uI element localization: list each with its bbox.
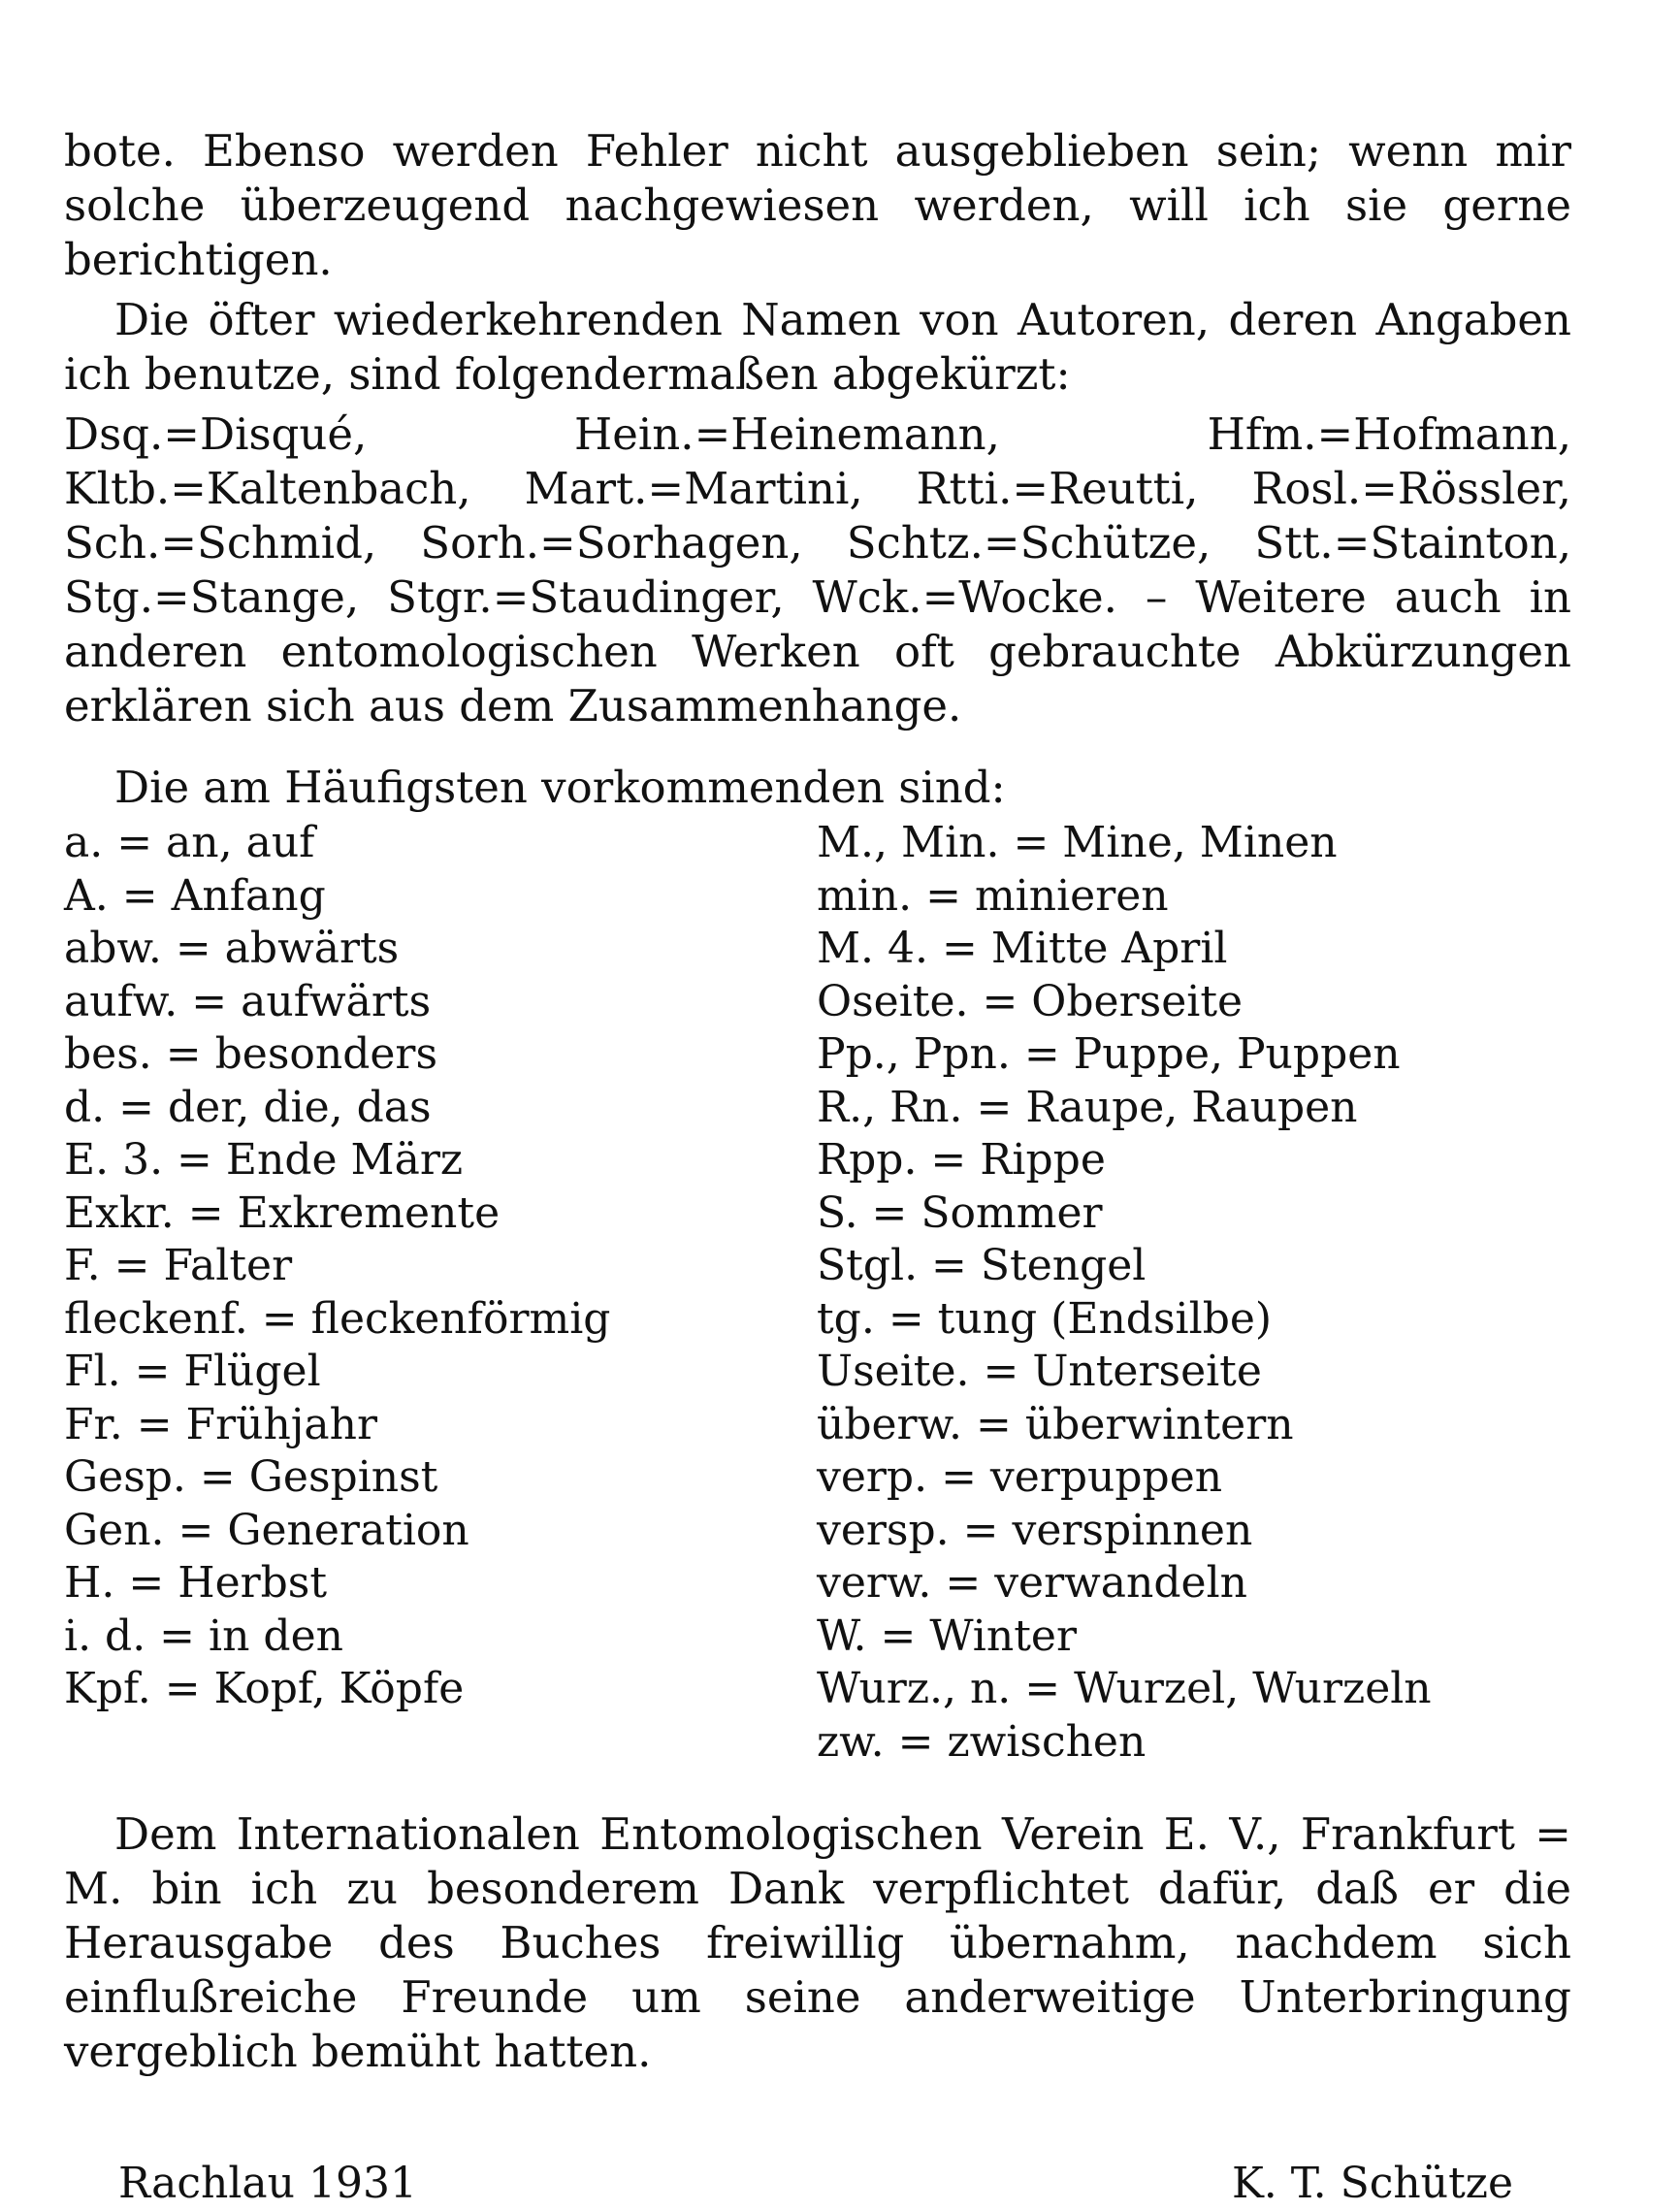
abbreviation-list: [64, 817, 1571, 1769]
abbreviation-item: F. = Falter: [64, 1241, 293, 1290]
abbreviation-item: überw. = überwintern: [817, 1399, 1294, 1449]
abbreviation-item: Gen. = Generation: [64, 1505, 469, 1555]
abbreviation-item: S. = Sommer: [817, 1187, 1103, 1238]
paragraph-intro-end: bote. Ebenso werden Fehler nicht ausgeblieben sein; wenn mir solche überzeugend nachgewiesen werden, will ich sie gerne berichtigen.: [64, 125, 1571, 285]
place-date: Rachlau 1931: [118, 2159, 417, 2208]
abbreviation-item: Rpp. = Rippe: [817, 1135, 1106, 1185]
abbreviation-item: A. = Anfang: [64, 870, 326, 921]
paragraph-author-abbreviations: Dsq.=Disqué, Hein.=Heinemann, Hfm.=Hofmann, Kltb.=Kaltenbach, Mart.=Martini, Rtti.=Reutti, Rosl.=Rössler, Sch.=Schmid, Sorh.=Sorhagen, Schtz.=Schütze, Stt.=Stainton, Stg.=Stange, Stgr.=Staudinger, Wck.=Wocke. – Weitere auch in anderen entomologischen Werken oft gebrauchte Abkürzungen erklären sich aus dem Zusammenhange.: [64, 408, 1571, 732]
abbreviation-column-left: [64, 817, 817, 1769]
abbreviation-item: i. d. = in den: [64, 1610, 343, 1661]
abbreviation-item: min. = minieren: [817, 870, 1169, 921]
abbreviation-item: versp. = verspinnen: [817, 1505, 1253, 1555]
abbreviation-item: verp. = verpuppen: [817, 1452, 1223, 1502]
abbreviation-item: Oseite. = Oberseite: [817, 976, 1244, 1026]
abbreviation-item: Pp., Ppn. = Puppe, Puppen: [817, 1029, 1401, 1079]
abbreviation-item: zw. = zwischen: [817, 1716, 1147, 1767]
paragraph-author-names: Die öfter wiederkehrenden Namen von Autoren, deren Angaben ich benutze, sind folgendermaßen abgekürzt:: [64, 294, 1571, 400]
signature-line: [64, 2157, 1571, 2211]
paragraph-acknowledgement: Dem Internationalen Entomologischen Verein E. V., Frankfurt = M. bin ich zu besonderem Dank verpflichtet dafür, daß er die Herausgabe des Buches freiwillig übernahm, nachdem sich einflußreiche Freunde um seine anderweitige Unterbringung vergeblich bemüht hatten.: [64, 1808, 1571, 2077]
abbreviation-item: a. = an, auf: [64, 818, 315, 867]
abbreviation-item: Gesp. = Gespinst: [64, 1452, 438, 1502]
abbreviation-item: Stgl. = Stengel: [817, 1241, 1147, 1290]
paragraph-common-abbreviations-heading: Die am Häufigsten vorkommenden sind:: [114, 762, 1006, 813]
abbreviation-item: Fl. = Flügel: [64, 1347, 321, 1396]
abbreviation-item: R., Rn. = Raupe, Raupen: [817, 1082, 1358, 1132]
abbreviation-item: verw. = verwandeln: [817, 1558, 1247, 1608]
abbreviation-item: W. = Winter: [817, 1610, 1077, 1661]
author-name: K. T. Schütze: [1231, 2159, 1513, 2208]
abbreviation-item: M., Min. = Mine, Minen: [817, 818, 1338, 867]
abbreviation-item: Exkr. = Exkremente: [64, 1187, 501, 1238]
abbreviation-item: Fr. = Frühjahr: [64, 1399, 378, 1449]
abbreviation-item: E. 3. = Ende März: [64, 1135, 464, 1185]
abbreviation-item: Kpf. = Kopf, Köpfe: [64, 1664, 465, 1713]
abbreviation-item: M. 4. = Mitte April: [817, 924, 1228, 973]
abbreviation-item: aufw. = aufwärts: [64, 976, 432, 1026]
abbreviation-column-right: [817, 817, 1571, 1769]
abbreviation-item: fleckenf. = fleckenförmig: [64, 1293, 611, 1344]
abbreviation-item: d. = der, die, das: [64, 1082, 432, 1132]
abbreviation-item: H. = Herbst: [64, 1558, 328, 1608]
abbreviation-item: tg. = tung (Endsilbe): [817, 1293, 1273, 1344]
abbreviation-item: abw. = abwärts: [64, 924, 400, 973]
abbreviation-item: Wurz., n. = Wurzel, Wurzeln: [817, 1664, 1432, 1713]
abbreviation-item: Useite. = Unterseite: [817, 1347, 1262, 1396]
abbreviation-item: bes. = besonders: [64, 1029, 438, 1079]
